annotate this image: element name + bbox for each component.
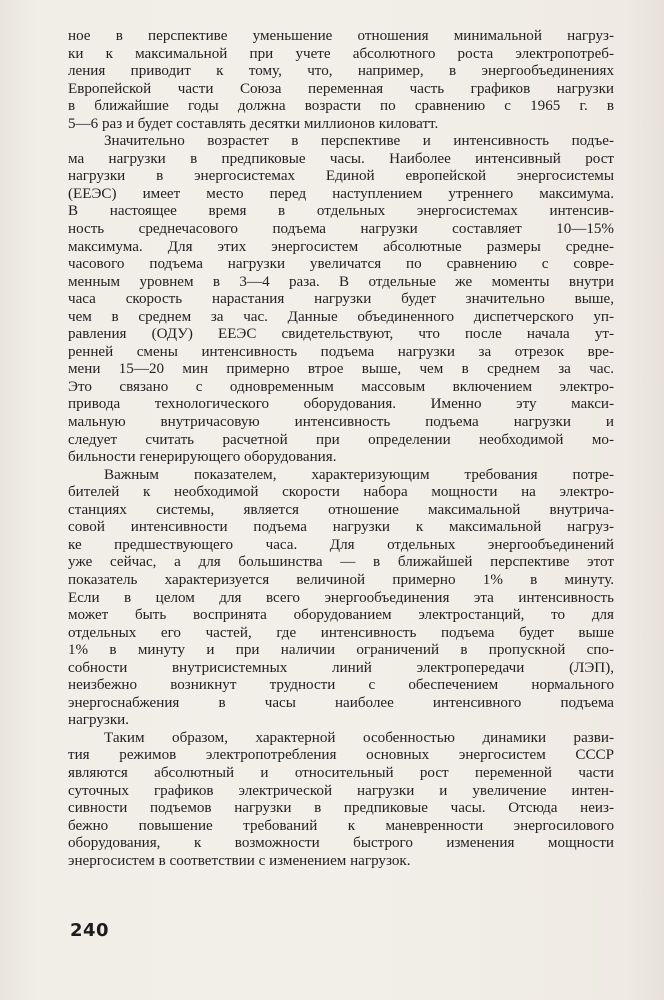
text-line: показатель характеризуется величиной примерно 1% в минуту. (68, 571, 614, 588)
text-line: Европейской части Союза переменная часть графиков нагрузки (68, 80, 614, 97)
text-line: мени 15—20 мин примерно втрое выше, чем в среднем за час. (68, 361, 614, 378)
text-line: равления (ОДУ) ЕЕЭС свидетельствуют, что после начала ут- (68, 326, 614, 343)
text-line: максимума. Для этих энергосистем абсолютные размеры средне- (68, 238, 614, 255)
text-line: нагрузки. (68, 712, 130, 729)
text-line: Это связано с одновременным массовым включением электро- (68, 378, 614, 395)
text-line: оборудования, к возможности быстрого изменения мощности (68, 835, 614, 852)
text-line: бежно повышение требований к маневренности энергосилового (68, 817, 614, 834)
text-line: энергоснабжения в часы наиболее интенсивного подъема (68, 694, 614, 711)
text-line: бильности генерирующего оборудования. (68, 449, 337, 466)
text-line: неизбежно возникнут трудности с обеспечением нормального (68, 677, 614, 694)
text-line: привода технологического оборудования. Именно эту макси- (68, 396, 614, 413)
text-line: ма нагрузки в предпиковые часы. Наиболее интенсивный рост (68, 150, 614, 167)
text-line: ренней смены интенсивность подъема нагрузки за отрезок вре- (68, 343, 614, 360)
text-line: совой интенсивности подъема нагрузки к максимальной нагруз- (68, 519, 614, 536)
text-line: суточных графиков электрической нагрузки и увеличение интен- (68, 782, 614, 799)
text-line: ное в перспективе уменьшение отношения минимальной нагруз- (68, 28, 614, 44)
paragraph (68, 28, 614, 133)
text-line: являются абсолютный и относительный рост переменной части (68, 764, 614, 781)
text-line: Значительно возрастет в перспективе и интенсивность подъе- (104, 133, 614, 150)
text-line: 5—6 раз и будет составлять десятки миллионов киловатт. (68, 115, 439, 132)
text-line: Если в целом для всего энергообъединения эта интенсивность (68, 589, 614, 606)
paragraph (68, 730, 614, 870)
text-line: В настоящее время в отдельных энергосистемах интенсив- (68, 203, 614, 220)
text-line: отдельных его частей, где интенсивность подъема будет выше (68, 624, 614, 641)
text-line: в ближайшие годы должна возрасти по сравнению с 1965 г. в (68, 98, 614, 115)
text-line: менным уровнем в 3—4 раза. В отдельные же моменты внутри (68, 273, 614, 290)
text-line: мальную внутричасовую интенсивность подъема нагрузки и (68, 414, 614, 431)
text-line: 1% в минуту и при наличии ограничений в пропускной спо- (68, 642, 614, 659)
body-text (68, 28, 614, 870)
text-line: ке предшествующего часа. Для отдельных энергообъединений (68, 536, 614, 553)
text-line: может быть воспринята оборудованием электростанций, то для (68, 607, 614, 624)
text-line: нагрузки в энергосистемах Единой европейской энергосистемы (68, 168, 614, 185)
text-line: (ЕЕЭС) имеет место перед наступлением утреннего максимума. (68, 185, 614, 202)
text-line: тия режимов электропотребления основных энергосистем СССР (68, 747, 614, 764)
text-line: станциях системы, является отношение максимальной внутрича- (68, 501, 614, 518)
text-line: бителей к необходимой скорости набора мощности на электро- (68, 484, 614, 501)
text-line: уже сейчас, а для большинства — в ближайшей перспективе этот (68, 554, 614, 571)
text-line: часового подъема нагрузки увеличатся по сравнению с совре- (68, 256, 614, 273)
paragraph (68, 467, 614, 730)
text-line: ки к максимальной при учете абсолютного роста электропотреб- (68, 45, 614, 62)
text-line: Таким образом, характерной особенностью динамики разви- (104, 729, 614, 746)
text-line: ность среднечасового подъема нагрузки составляет 10—15% (68, 221, 614, 238)
text-line: следует считать расчетной при определении необходимой мо- (68, 431, 614, 448)
text-line: собности внутрисистемных линий электропередачи (ЛЭП), (68, 659, 614, 676)
text-line: энергосистем в соответствии с изменением нагрузок. (68, 852, 411, 869)
text-line: сивности подъемов нагрузки в предпиковые часы. Отсюда неиз- (68, 800, 614, 817)
paragraph (68, 133, 614, 466)
text-line: Важным показателем, характеризующим требования потре- (104, 466, 614, 483)
text-line: ления приводит к тому, что, например, в энергообъединениях (68, 63, 614, 80)
text-line: часа скорость нарастания нагрузки будет значительно выше, (68, 291, 614, 308)
text-line: чем в среднем за час. Данные объединенного диспетчерского уп- (68, 308, 614, 325)
page-number: 240 (70, 920, 110, 941)
